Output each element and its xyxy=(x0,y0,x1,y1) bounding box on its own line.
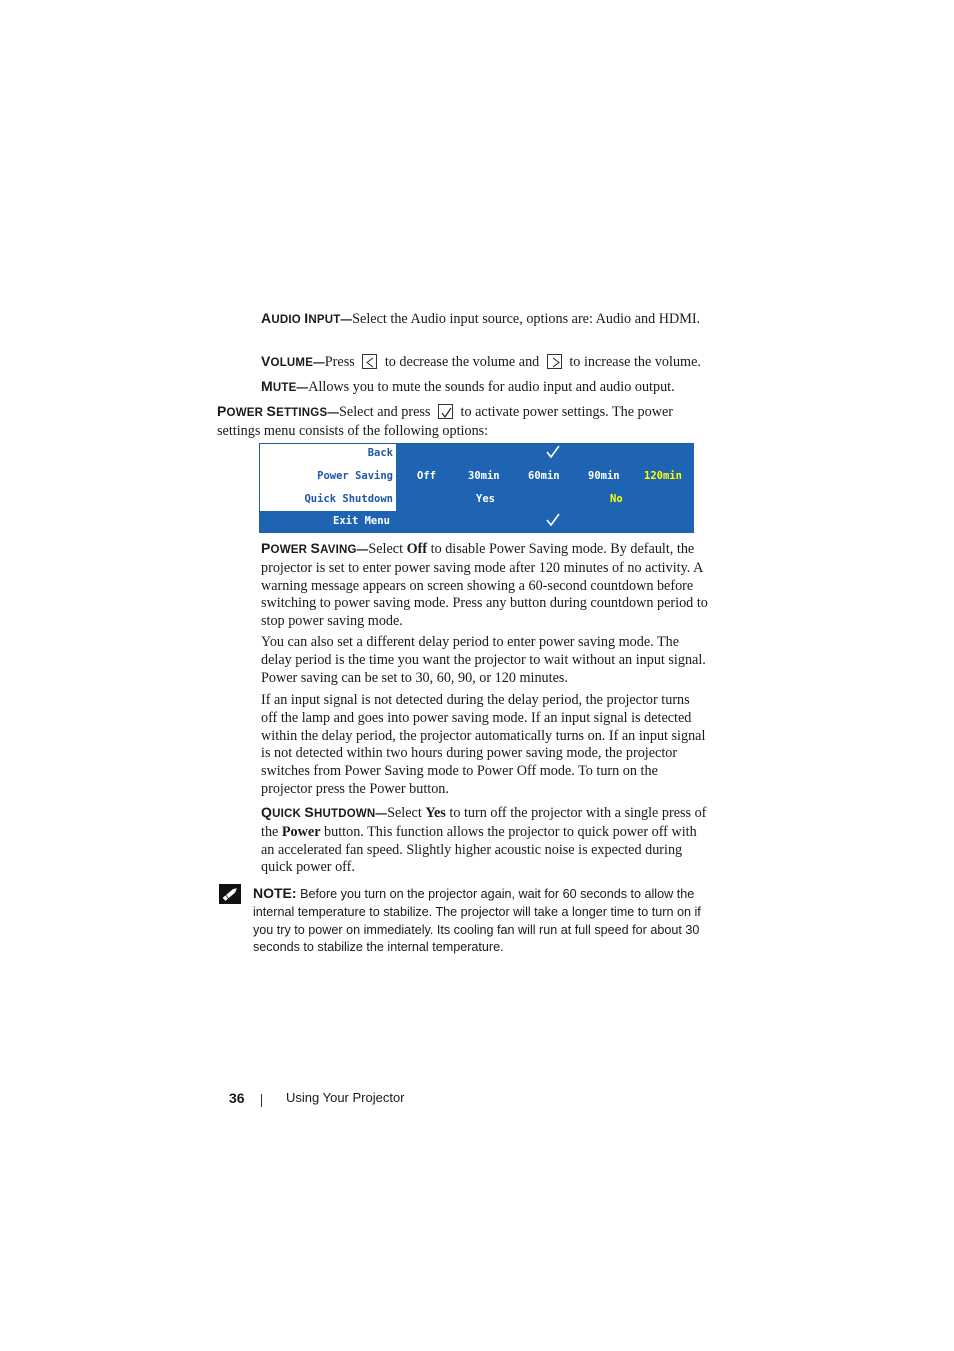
power-saving-paragraph-2 xyxy=(261,634,709,687)
quick-shutdown-option-yes[interactable]: Yes xyxy=(476,493,495,505)
power-saving-off-term: Off xyxy=(406,541,428,557)
quick-shutdown-heading: QUICK SHUTDOWN— xyxy=(261,804,388,820)
note-pencil-icon xyxy=(219,884,241,904)
volume-decrease-text: to decrease the volume and xyxy=(384,354,540,370)
note-text: Before you turn on the projector again, wait for 60 seconds to allow the internal temperature to stabilize. The projector will take a longer time to turn on if you try to power on immediately. Its cooling fan will run at full speed for about 30 seconds to stabilize the internal temperature. xyxy=(253,887,701,955)
power-saving-option-30min[interactable]: 30min xyxy=(468,470,500,482)
power-saving-option-60min[interactable]: 60min xyxy=(528,470,560,482)
power-saving-p1-a: Select xyxy=(368,541,404,557)
menu-item-quick-shutdown[interactable]: Quick Shutdown xyxy=(304,493,393,505)
mute-paragraph xyxy=(261,378,721,398)
power-saving-option-90min[interactable]: 90min xyxy=(588,470,620,482)
menu-item-back[interactable]: Back xyxy=(367,447,393,459)
audio-input-text: Select the Audio input source, options are: Audio and HDMI. xyxy=(352,311,701,327)
audio-input-paragraph xyxy=(261,310,709,330)
power-settings-heading: POWER SETTINGS— xyxy=(217,403,340,419)
power-saving-option-off[interactable]: Off xyxy=(417,470,436,482)
page-number: 36 xyxy=(229,1090,245,1106)
power-saving-heading: POWER SAVING— xyxy=(261,540,369,556)
power-saving-p2: You can also set a different delay period to enter power saving mode. The delay period is the time you want the projector to wait without an input signal. Power saving can be set to 30, 60, 90, or 120 minutes. xyxy=(261,634,706,686)
audio-input-heading: AUDIO INPUT— xyxy=(261,310,353,326)
menu-options-panel xyxy=(396,444,694,511)
right-arrow-icon xyxy=(547,354,562,369)
power-saving-paragraph-1 xyxy=(261,540,709,631)
power-saving-option-120min[interactable]: 120min xyxy=(644,470,682,482)
checkmark-button-icon xyxy=(438,404,453,419)
power-settings-paragraph xyxy=(217,403,697,441)
exit-menu-row[interactable] xyxy=(260,511,694,533)
volume-paragraph xyxy=(261,353,721,373)
menu-label-column xyxy=(260,444,396,511)
exit-checkmark-icon[interactable] xyxy=(545,512,561,531)
back-checkmark-icon[interactable] xyxy=(545,444,561,463)
volume-press-text: Press xyxy=(324,354,355,370)
volume-heading: VOLUME— xyxy=(261,353,325,369)
mute-heading: MUTE— xyxy=(261,378,309,394)
note-label: NOTE: xyxy=(253,885,297,901)
quick-shutdown-option-no[interactable]: No xyxy=(610,493,623,505)
power-settings-text-b: to activate power settings. The power xyxy=(460,404,674,420)
power-settings-menu xyxy=(259,443,694,533)
footer-divider xyxy=(261,1094,262,1107)
menu-item-power-saving[interactable]: Power Saving xyxy=(317,470,393,482)
power-saving-p1-b: to disable Power Saving mode. By default, the projector is set to enter power saving mode after 120 minutes of no activity. A warning message appears on screen showing a 60-second countdown before switching to power saving mode. Press any button during countdown period to stop power saving mode. xyxy=(261,541,708,630)
quick-shutdown-b: to turn off the projector with a single press of the xyxy=(261,805,707,840)
power-settings-text-c: settings menu consists of the following options: xyxy=(217,422,489,439)
quick-shutdown-a: Select xyxy=(387,805,422,821)
left-arrow-icon xyxy=(362,354,377,369)
note-block xyxy=(253,885,711,957)
quick-shutdown-yes-term: Yes xyxy=(425,805,446,821)
quick-shutdown-c: button. This function allows the projector to quick power off with an accelerated fan speed. Slightly higher acoustic noise is expected during quick power off. xyxy=(261,823,697,876)
quick-shutdown-paragraph xyxy=(261,804,709,877)
quick-shutdown-power-term: Power xyxy=(281,823,321,840)
power-saving-p3: If an input signal is not detected during the delay period, the projector turns off the lamp and goes into power saving mode. If an input signal is detected within the delay period, the projector automatically turns on. If an input signal is not detected within two hours during power saving mode, the projector switches from Power Saving mode to Power Off mode. To turn on the projector press the Power button. xyxy=(261,692,706,797)
power-settings-text-a: Select and press xyxy=(339,404,431,420)
footer-section-title: Using Your Projector xyxy=(286,1090,405,1105)
volume-increase-text: to increase the volume. xyxy=(569,354,701,370)
mute-text: Allows you to mute the sounds for audio input and audio output. xyxy=(308,379,675,395)
power-saving-paragraph-3 xyxy=(261,692,709,799)
exit-menu-label[interactable]: Exit Menu xyxy=(333,515,390,527)
